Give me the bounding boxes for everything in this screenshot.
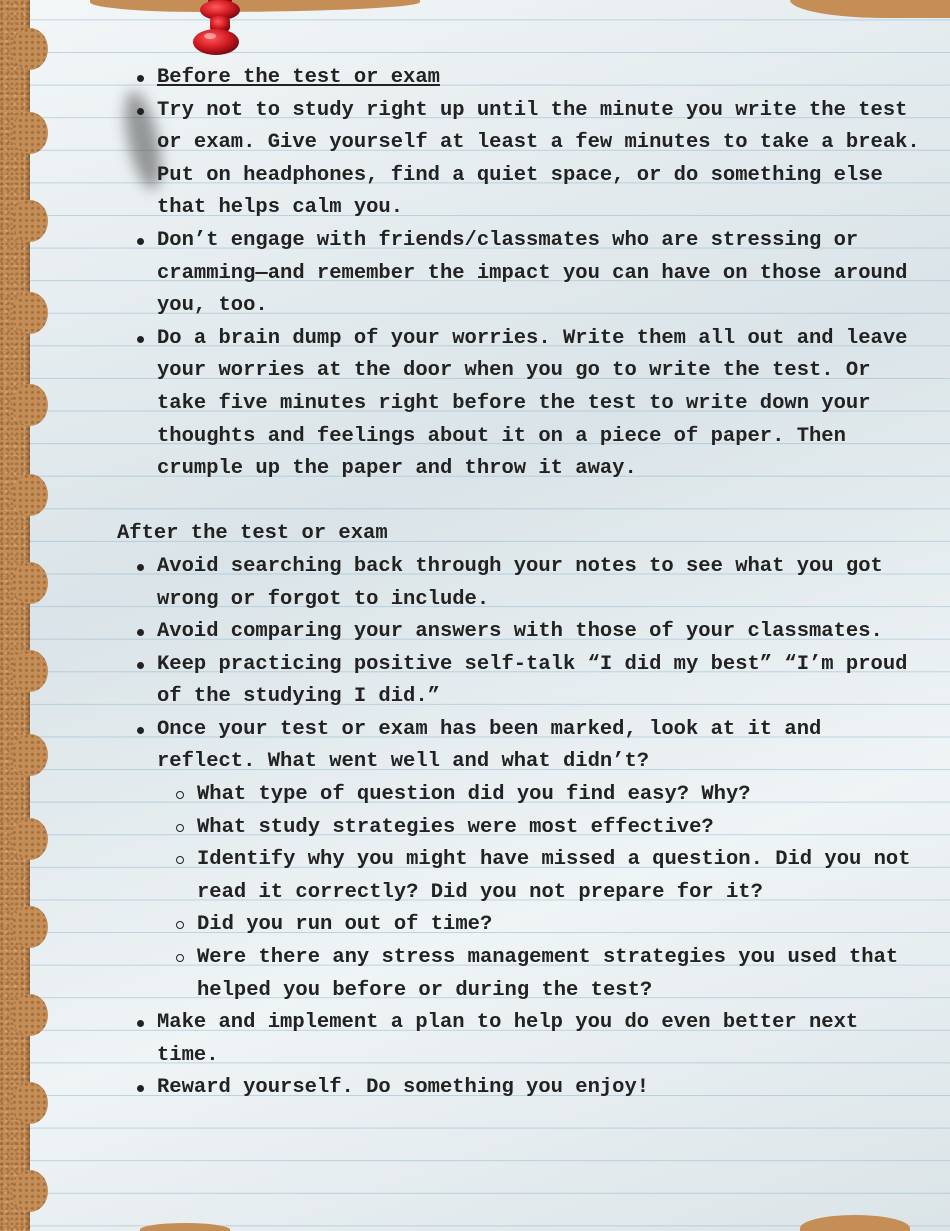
sub-list-item: What study strategies were most effective? bbox=[197, 812, 927, 845]
before-section-list bbox=[0, 62, 950, 486]
after-heading: After the test or exam bbox=[117, 522, 388, 546]
sub-list-item: What type of question did you find easy? Why? bbox=[197, 779, 927, 812]
list-item: Make and implement a plan to help you do even better next time. bbox=[157, 1007, 927, 1072]
before-heading: Before the test or exam bbox=[157, 66, 440, 89]
list-item: Do a brain dump of your worries. Write them all out and leave your worries at the door when you go to write the test. Or take five minutes right before the test to write down your thoughts and feelings about it on a piece of paper. Then crumple up the paper and throw it away. bbox=[157, 323, 927, 486]
torn-edge bbox=[12, 1170, 48, 1212]
list-item: Avoid searching back through your notes to see what you got wrong or forgot to include. bbox=[157, 551, 927, 616]
sub-list-item: Identify why you might have missed a question. Did you not read it correctly? Did you not prepare for it? bbox=[197, 844, 927, 909]
sub-list-item: Did you run out of time? bbox=[197, 909, 927, 942]
list-item: Don’t engage with friends/classmates who are stressing or cramming—and remember the impact you can have on those around you, too. bbox=[157, 225, 927, 323]
list-item: Avoid comparing your answers with those of your classmates. bbox=[157, 616, 927, 649]
list-item: Reward yourself. Do something you enjoy! bbox=[157, 1072, 927, 1105]
sub-list-item: Were there any stress management strategies you used that helped you before or during the test? bbox=[197, 942, 927, 1007]
list-item-text: Once your test or exam has been marked, look at it and reflect. What went well and what didn’t? bbox=[157, 717, 822, 774]
list-item: Try not to study right up until the minute you write the test or exam. Give yourself at least a few minutes to take a break. Put on headphones, find a quiet space, or do something else that helps calm you. bbox=[157, 95, 927, 225]
list-item bbox=[157, 714, 927, 1007]
torn-paper-bottom-left bbox=[140, 1223, 230, 1231]
list-item bbox=[157, 62, 927, 95]
reflection-sub-list bbox=[157, 779, 927, 1007]
after-section-list bbox=[0, 551, 950, 1105]
list-item: Keep practicing positive self-talk “I did my best” “I’m proud of the studying I did.” bbox=[157, 649, 927, 714]
